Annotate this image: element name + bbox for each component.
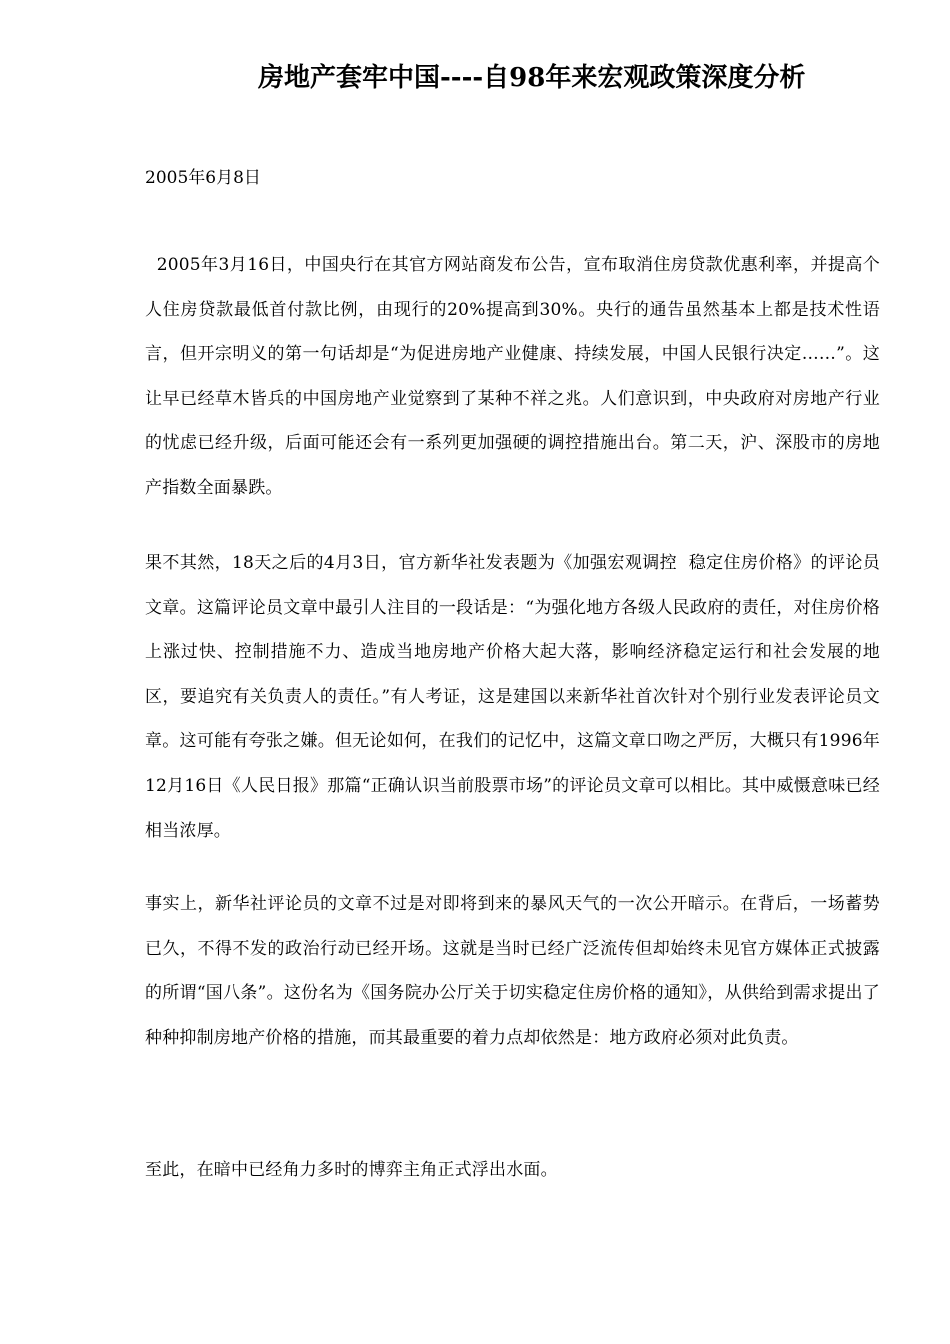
paragraph: 至此，在暗中已经角力多时的博弈主角正式浮出水面。 <box>145 1160 558 1180</box>
document-title: 房地产套牢中国----自98年来宏观政策深度分析 <box>258 63 806 93</box>
paragraph: 果不其然，18天之后的4月3日，官方新华社发表题为《加强宏观调控 稳定住房价格》的评论员文章。这篇评论员文章中最引人注目的一段话是：“为强化地方各级人民政府的责任，对住房价格上涨过快、控制措施不力、造成当地房地产价格大起大落，影响经济稳定运行和社会发展的地区，要追究有关负责人的责任。”有人考证，这是建国以来新华社首次针对个别行业发表评论员文章。这可能有夸张之嫌。但无论如何，在我们的记忆中，这篇文章口吻之严厉，大概只有1996年12月16日《人民日报》那篇“正确认识当前股票市场”的评论员文章可以相比。其中威慑意味已经相当浓厚。 <box>145 553 880 841</box>
paragraph: 事实上，新华社评论员的文章不过是对即将到来的暴风天气的一次公开暗示。在背后，一场蓄势已久，不得不发的政治行动已经开场。这就是当时已经广泛流传但却始终未见官方媒体正式披露的所谓“国八条”。这份名为《国务院办公厅关于切实稳定住房价格的通知》，从供给到需求提出了种种抑制房地产价格的措施，而其最重要的着力点却依然是：地方政府必须对此负责。 <box>145 894 880 1048</box>
document-date: 2005年6月8日 <box>145 168 261 188</box>
paragraph: 2005年3月16日，中国央行在其官方网站商发布公告，宣布取消住房贷款优惠利率，并提高个人住房贷款最低首付款比例，由现行的20%提高到30%。央行的通告虽然基本上都是技术性语言，但开宗明义的第一句话却是“为促进房地产业健康、持续发展，中国人民银行决定……”。这让早已经草木皆兵的中国房地产业觉察到了某种不祥之兆。人们意识到，中央政府对房地产行业的忧虑已经升级，后面可能还会有一系列更加强硬的调控措施出台。第二天，沪、深股市的房地产指数全面暴跌。 <box>145 255 880 498</box>
